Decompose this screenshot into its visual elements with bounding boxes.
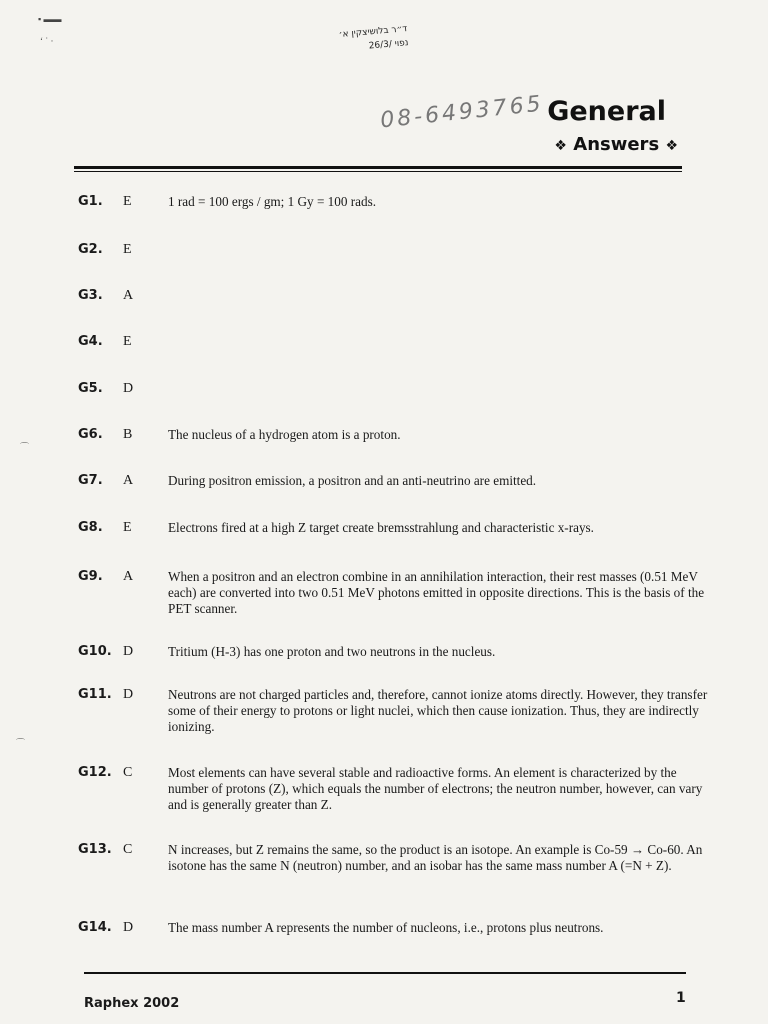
question-id: G6. xyxy=(78,427,103,442)
question-id: G7. xyxy=(78,473,103,488)
footer-source: Raphex 2002 xyxy=(84,996,180,1011)
explanation: Most elements can have several stable and radioactive forms. An element is characterized by the number of protons (Z), which equals the number of electrons; the neutron number, however, can vary and is generally greater than Z. xyxy=(168,765,703,812)
ornament-icon: ❖ xyxy=(554,138,567,154)
stamp xyxy=(317,22,409,58)
scan-artifact: ⌒ xyxy=(16,738,26,748)
explanation: Tritium (H-3) has one proton and two neutrons in the nucleus. xyxy=(168,644,496,659)
question-id: G8. xyxy=(78,520,103,535)
explanation: During positron emission, a positron and an anti-neutrino are emitted. xyxy=(168,473,537,488)
explanation: When a positron and an electron combine in an annihilation interaction, their rest masses (0.51 MeV each) are converted into two 0.51 MeV photons emitted in opposite directions. This is the basis of the PET scanner. xyxy=(168,569,705,616)
question-id: G14. xyxy=(78,920,112,935)
answer-letter: A xyxy=(123,569,134,584)
answer-letter: E xyxy=(123,242,132,257)
explanation: N increases, but Z remains the same, so the product is an isotope. An example is Co-59 → Co-60. An isotone has the same N (neutron) number, and an isobar has the same mass number A (=N + Z). xyxy=(168,842,703,873)
answer-letter: B xyxy=(123,427,133,442)
question-id: G12. xyxy=(78,765,112,780)
footer-rule xyxy=(84,972,686,974)
header-rule-thin xyxy=(74,171,682,172)
explanation: 1 rad = 100 ergs / gm; 1 Gy = 100 rads. xyxy=(168,194,377,209)
question-id: G13. xyxy=(78,842,112,857)
scan-artifact: ‘ ˙ · xyxy=(40,36,54,46)
stamp-line: ד״ר בלושיצקין א׳ xyxy=(338,24,408,41)
question-id: G11. xyxy=(78,687,112,702)
question-id: G9. xyxy=(78,569,103,584)
scan-artifact: ⌒ xyxy=(20,442,30,452)
question-id: G2. xyxy=(78,242,103,257)
answer-letter: E xyxy=(123,334,132,349)
explanation: Electrons fired at a high Z target create bremsstrahlung and characteristic x-rays. xyxy=(168,520,594,535)
question-id: G10. xyxy=(78,644,112,659)
answer-letter: E xyxy=(123,194,132,209)
answer-letter: E xyxy=(123,520,132,535)
page-title: General xyxy=(547,96,666,127)
header-rule xyxy=(74,166,682,169)
handwritten-phone-number: 08-6493765 xyxy=(379,91,545,134)
scan-artifact: ▪ ▬▬ xyxy=(38,14,62,24)
explanation: The mass number A represents the number of nucleons, i.e., protons plus neutrons. xyxy=(168,920,604,935)
answer-letter: D xyxy=(123,644,134,659)
explanation: The nucleus of a hydrogen atom is a proton. xyxy=(168,427,401,442)
answer-letter: C xyxy=(123,765,133,780)
answer-letter: A xyxy=(123,288,134,303)
question-id: G1. xyxy=(78,194,103,209)
answer-letter: A xyxy=(123,473,134,488)
question-id: G3. xyxy=(78,288,103,303)
answer-letter: D xyxy=(123,687,134,702)
answer-letter: D xyxy=(123,920,134,935)
question-id: G4. xyxy=(78,334,103,349)
question-id: G5. xyxy=(78,381,103,396)
stamp-line: 26/3/ נפוי xyxy=(368,38,409,52)
subtitle-text: Answers xyxy=(573,134,660,155)
answer-letter: C xyxy=(123,842,133,857)
answer-letter: D xyxy=(123,381,134,396)
explanation: Neutrons are not charged particles and, therefore, cannot ionize atoms directly. However, they transfer some of their energy to protons or light nuclei, which then cause ionization. Thus, they are indirectly ionizing. xyxy=(168,687,708,734)
ornament-icon: ❖ xyxy=(665,138,678,154)
page-subtitle xyxy=(554,134,678,155)
page-number: 1 xyxy=(676,990,686,1006)
